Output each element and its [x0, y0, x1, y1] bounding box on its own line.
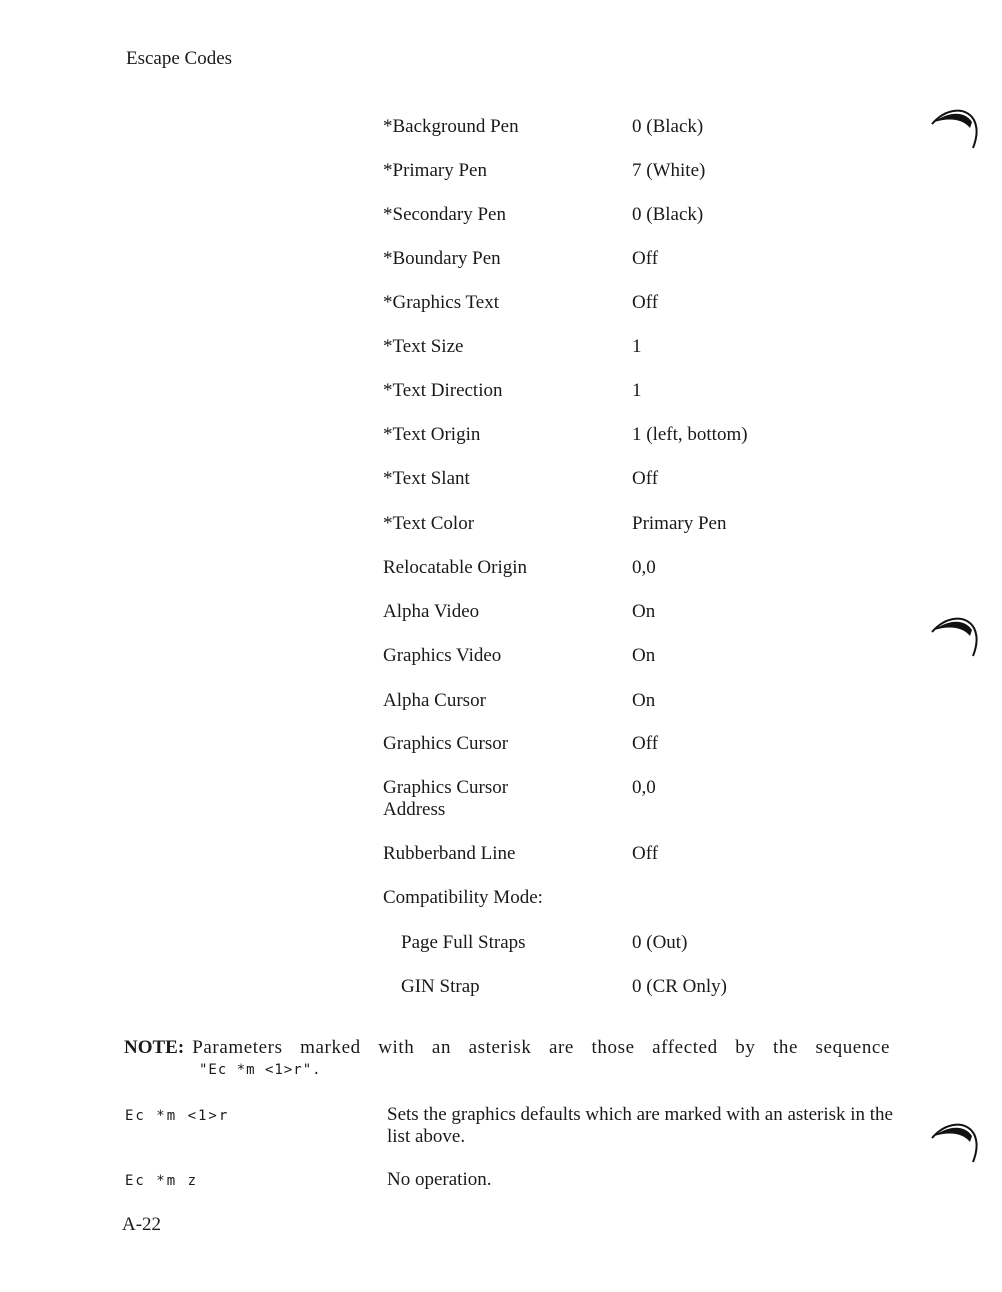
- note-block: [124, 1037, 890, 1081]
- setting-label: *Text Size: [383, 336, 464, 357]
- setting-value: 0 (Black): [632, 204, 704, 225]
- escape-code: Ec *m z: [125, 1173, 199, 1189]
- setting-value: Off: [632, 248, 659, 269]
- setting-value: On: [632, 645, 656, 666]
- setting-label: *Text Direction: [383, 380, 503, 401]
- note-sequence: "Ec *m <1>r".: [199, 1062, 322, 1078]
- setting-value: 1: [632, 380, 642, 401]
- setting-label: Page Full Straps: [401, 932, 526, 953]
- setting-value: Off: [632, 292, 659, 313]
- setting-label: GIN Strap: [401, 976, 480, 997]
- setting-value: 7 (White): [632, 160, 706, 181]
- setting-value: 0,0: [632, 777, 656, 798]
- escape-description: No operation.: [387, 1169, 492, 1190]
- setting-value: 0 (Black): [632, 116, 704, 137]
- setting-value: 1: [632, 336, 642, 357]
- setting-label: *Secondary Pen: [383, 204, 506, 225]
- setting-label: Graphics Cursor Address: [383, 777, 509, 820]
- setting-value: 1 (left, bottom): [632, 424, 748, 445]
- setting-value: Off: [632, 843, 659, 864]
- binder-mark-icon: [930, 612, 986, 662]
- page-header: Escape Codes: [126, 48, 233, 69]
- setting-value: Off: [632, 733, 659, 754]
- note-line: [124, 1037, 890, 1059]
- setting-label: *Text Slant: [383, 468, 470, 489]
- setting-value: Off: [632, 468, 659, 489]
- setting-label: *Text Color: [383, 513, 475, 534]
- escape-code: Ec *m <1>r: [125, 1108, 230, 1124]
- page-number: A-22: [122, 1214, 162, 1235]
- setting-value: On: [632, 690, 656, 711]
- note-text-wrap: [124, 1037, 890, 1059]
- escape-description: Sets the graphics defaults which are marked with an asterisk in the list above.: [387, 1104, 893, 1147]
- binder-mark-icon: [930, 104, 986, 154]
- setting-label: *Background Pen: [383, 116, 519, 137]
- setting-value: On: [632, 601, 656, 622]
- setting-label: *Graphics Text: [383, 292, 499, 313]
- setting-value: Primary Pen: [632, 513, 727, 534]
- setting-label: Alpha Cursor: [383, 690, 486, 711]
- setting-label: Rubberband Line: [383, 843, 516, 864]
- note-text: Parameters marked with an asterisk are those affected by the sequence: [192, 1037, 890, 1058]
- setting-value: 0 (Out): [632, 932, 688, 953]
- setting-label: *Boundary Pen: [383, 248, 501, 269]
- setting-label: *Primary Pen: [383, 160, 487, 181]
- setting-label: Graphics Video: [383, 645, 502, 666]
- setting-label: Graphics Cursor: [383, 733, 509, 754]
- setting-label: Alpha Video: [383, 601, 480, 622]
- setting-label: Relocatable Origin: [383, 557, 528, 578]
- binder-mark-icon: [930, 1118, 986, 1168]
- setting-label: Compatibility Mode:: [383, 887, 543, 908]
- note-label: NOTE:: [124, 1037, 185, 1058]
- setting-value: 0 (CR Only): [632, 976, 727, 997]
- setting-value: 0,0: [632, 557, 656, 578]
- setting-label: *Text Origin: [383, 424, 481, 445]
